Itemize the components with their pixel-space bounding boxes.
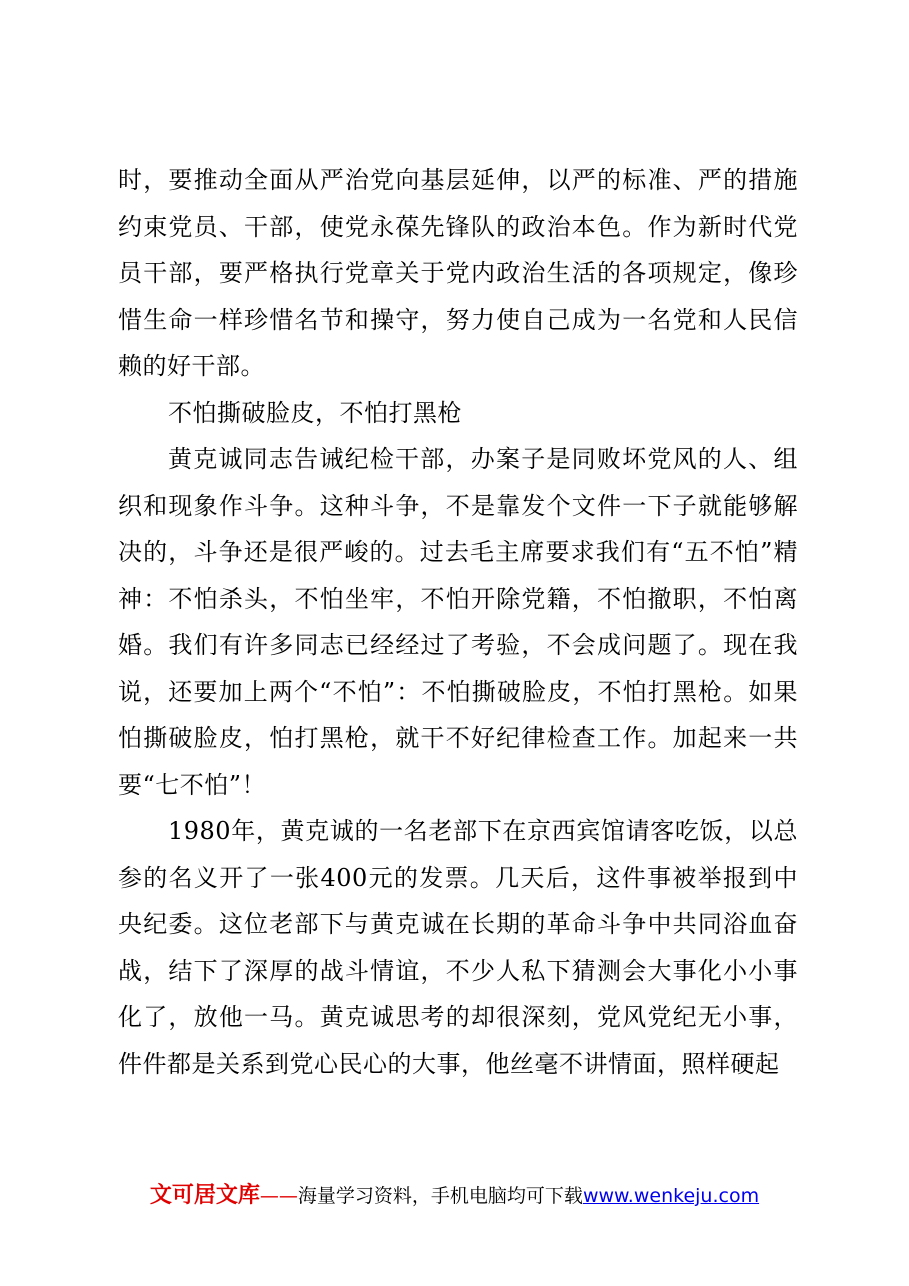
- footer-brand: 文可居文库: [149, 1183, 260, 1208]
- section-heading: 不怕撕破脸皮，不怕打黑枪: [168, 398, 462, 427]
- document-body: [118, 157, 798, 1087]
- paragraph-seven-fears: 黄克诚同志告诫纪检干部，办案子是同败坏党风的人、组织和现象作斗争。这种斗争，不是靠发个文件一下子就能够解决的，斗争还是很严峻的。过去毛主席要求我们有“五不怕”精神：不怕杀头，不怕坐牢，不怕开除党籍，不怕撤职，不怕离婚。我们有许多同志已经经过了考验，不会成问题了。现在我说，还要加上两个“不怕”：不怕撕破脸皮，不怕打黑枪。如果怕撕破脸皮，怕打黑枪，就干不好纪律检查工作。加起来一共要“七不怕”！: [118, 445, 798, 799]
- footer-dash: ——: [259, 1185, 298, 1207]
- footer-website-link[interactable]: www.wenkeju.com: [582, 1185, 760, 1207]
- paragraph-1980-incident: 1980年，黄克诚的一名老部下在京西宾馆请客吃饭，以总参的名义开了一张400元的发票。几天后，这件事被举报到中央纪委。这位老部下与黄克诚在长期的革命斗争中共同浴血奋战，结下了深厚的战斗情谊，不少人私下猜测会大事化小小事化了，放他一马。黄克诚思考的却很深刻，党风党纪无小事，件件都是关系到党心民心的大事，他丝毫不讲情面，照样硬起: [118, 817, 798, 1078]
- paragraph-continuation: 时，要推动全面从严治党向基层延伸，以严的标准、严的措施约束党员、干部，使党永葆先锋队的政治本色。作为新时代党员干部，要严格执行党章关于党内政治生活的各项规定，像珍惜生命一样珍惜名节和操守，努力使自己成为一名党和人民信赖的好干部。: [118, 166, 798, 380]
- footer-banner: [0, 1176, 909, 1216]
- footer-tagline: 海量学习资料，手机电脑均可下载: [297, 1185, 583, 1207]
